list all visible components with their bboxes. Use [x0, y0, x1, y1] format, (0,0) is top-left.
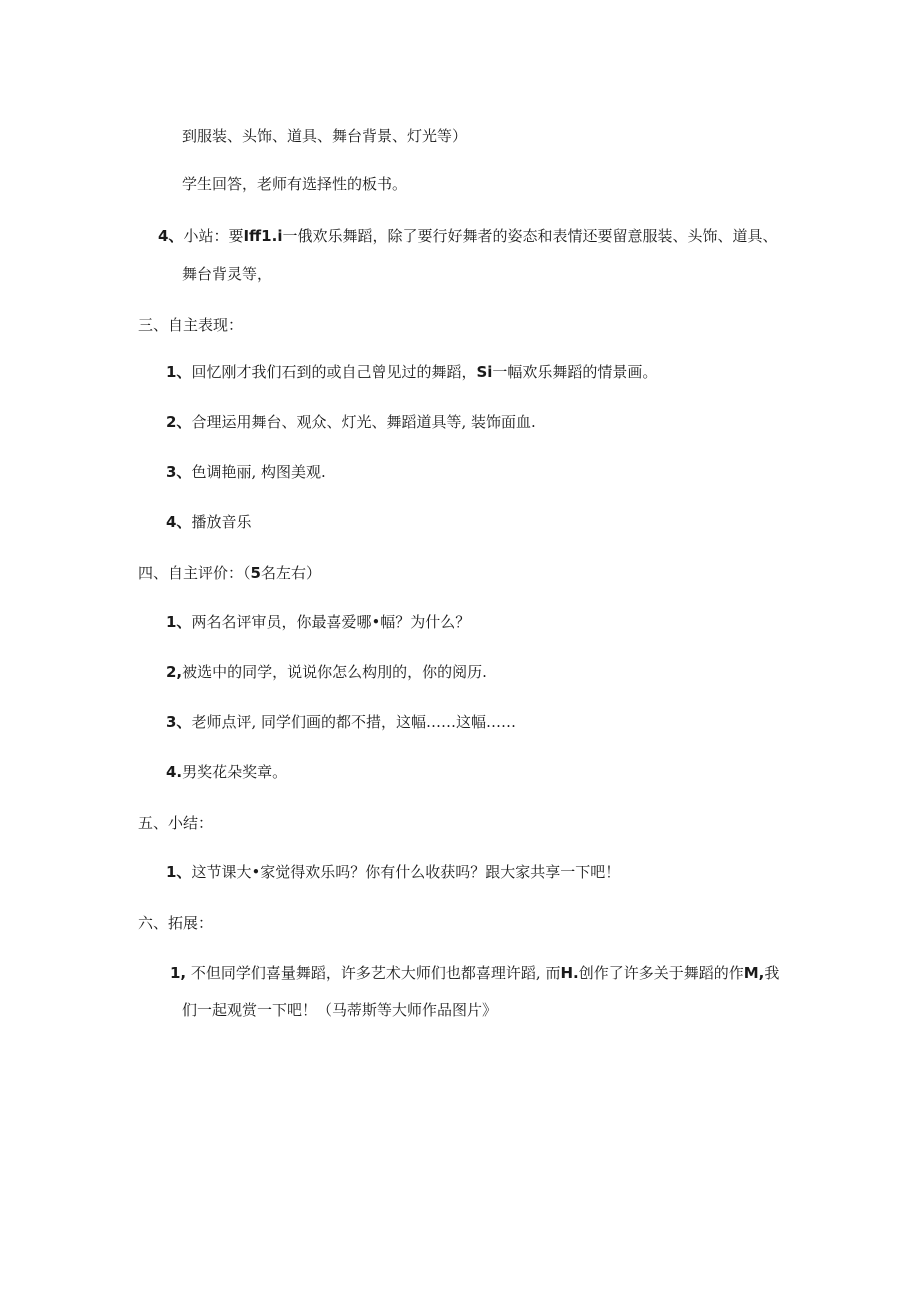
- item-number: 1、: [166, 613, 192, 631]
- item-number: 4.: [166, 763, 183, 781]
- item-number: 3、: [166, 463, 192, 481]
- item-number: 4、: [166, 513, 192, 531]
- item-number: 3、: [166, 713, 192, 731]
- text-line: [182, 1000, 497, 1020]
- heading-text: （: [243, 564, 251, 582]
- item-text: Iff1.i: [243, 227, 283, 245]
- item-text: 色调艳丽, 构图美观.: [191, 463, 326, 481]
- item-text: 这节课大•家觉得欢乐吗？你有什么收获吗？跟大家共享一下吧！: [191, 863, 621, 881]
- item-text: 不但同学们喜量舞蹈，许多艺术大师们也都喜理许蹈, 而: [190, 964, 561, 982]
- item-text: 男奖花朵奖章。: [182, 763, 288, 781]
- text-line: [182, 174, 407, 194]
- heading-text: 三、自主表现：: [138, 316, 244, 334]
- item-text: 合理运用舞台、观众、灯光、舞蹈道具等, 装饰面血.: [191, 413, 536, 431]
- item-text: 老师点评, 同学们画的都不措，这幅……这幅……: [191, 713, 516, 731]
- list-item: [166, 862, 620, 882]
- item-text: 回忆刚才我们石到的或自己曾见过的舞蹈，: [191, 363, 477, 381]
- list-item: [170, 963, 779, 983]
- list-item: [166, 362, 657, 382]
- item-text: H.: [560, 964, 579, 982]
- item-number: 2、: [166, 413, 192, 431]
- list-item: [166, 762, 287, 782]
- item-text: 我: [764, 964, 780, 982]
- heading-number: 5: [250, 564, 261, 582]
- line-text: 学生回答，老师有选择性的板书。: [182, 175, 408, 193]
- item-number: 4、: [158, 227, 184, 245]
- heading-text: 六、拓展：: [138, 914, 214, 932]
- list-item: [166, 612, 470, 632]
- section-heading: [138, 563, 321, 583]
- line-text: 舞台背灵等，: [182, 265, 273, 283]
- item-number: 1、: [166, 863, 192, 881]
- item-text: 创作了许多关于舞蹈的作: [578, 964, 744, 982]
- list-item: [166, 462, 326, 482]
- heading-text: 四、自主评价：: [138, 564, 244, 582]
- section-heading: [138, 315, 243, 335]
- item-text: 一幅欢乐舞蹈的情景画。: [492, 363, 658, 381]
- list-item: [166, 412, 536, 432]
- item-number: 2,: [166, 663, 183, 681]
- text-line: [182, 126, 467, 146]
- list-item: [166, 712, 516, 732]
- item-text: Si: [476, 363, 493, 381]
- section-heading: [138, 913, 213, 933]
- item-text: 被选中的同学，说说你怎么构刖的，你的阅历.: [182, 663, 487, 681]
- line-text: 到服装、头饰、道具、舞台背景、灯光等）: [182, 127, 468, 145]
- heading-text: 名左右）: [260, 564, 321, 582]
- list-item: [158, 226, 777, 246]
- item-text: 播放音乐: [191, 513, 252, 531]
- text-line: [182, 264, 272, 284]
- list-item: [166, 512, 251, 532]
- item-number: 1、: [166, 363, 192, 381]
- item-text: 小站：要: [183, 227, 244, 245]
- list-item: [166, 662, 487, 682]
- item-text: 两名名评审员，你最喜爱哪•幅？为什么？: [191, 613, 471, 631]
- line-text: 们一起观赏一下吧！（马蒂斯等大师作品图片》: [182, 1001, 498, 1019]
- heading-text: 五、小结：: [138, 814, 214, 832]
- section-heading: [138, 813, 213, 833]
- item-text: M,: [743, 964, 765, 982]
- item-text: 一俄欢乐舞蹈，除了要行好舞者的姿态和表情还要留意服装、头饰、道具、: [282, 227, 778, 245]
- item-number: 1,: [170, 964, 187, 982]
